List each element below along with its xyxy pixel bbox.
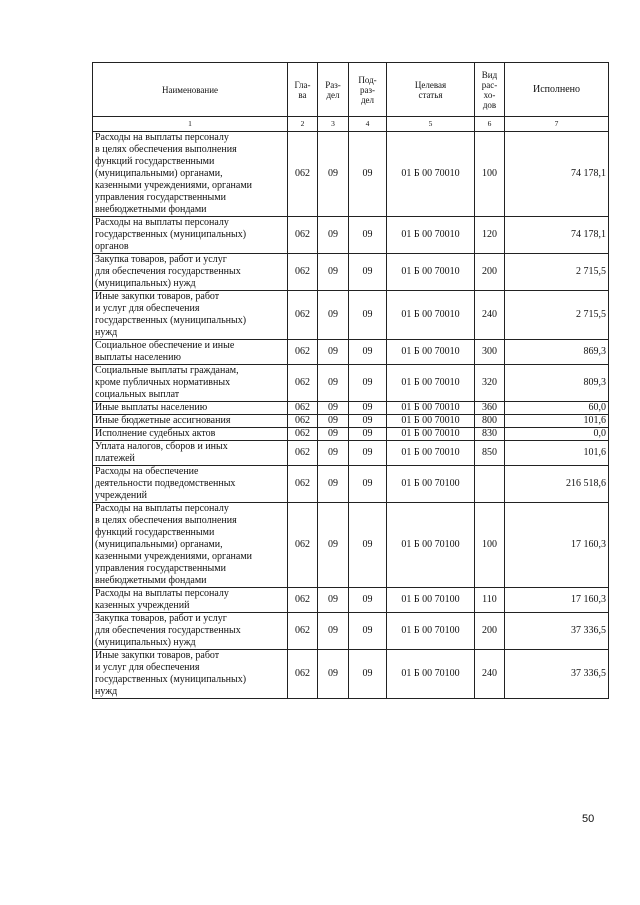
table-row xyxy=(93,415,609,428)
row-subsection-cell: 09 xyxy=(349,254,387,291)
row-chapter-cell: 062 xyxy=(288,503,318,588)
row-name-cell: Иные выплаты населению xyxy=(93,402,288,415)
table-row xyxy=(93,613,609,650)
row-chapter-cell: 062 xyxy=(288,291,318,340)
row-exp-type-cell: 320 xyxy=(475,365,505,402)
row-name-cell: Исполнение судебных актов xyxy=(93,428,288,441)
row-target-cell: 01 Б 00 70010 xyxy=(387,428,475,441)
row-exp-type-cell: 360 xyxy=(475,402,505,415)
row-target-cell: 01 Б 00 70100 xyxy=(387,503,475,588)
table-row xyxy=(93,340,609,365)
row-chapter-cell: 062 xyxy=(288,428,318,441)
header-row xyxy=(93,63,609,117)
row-executed-cell: 216 518,6 xyxy=(505,466,609,503)
row-section-cell: 09 xyxy=(318,132,349,217)
row-section-cell: 09 xyxy=(318,441,349,466)
row-executed-cell: 869,3 xyxy=(505,340,609,365)
column-number: 1 xyxy=(93,117,288,132)
table-row xyxy=(93,291,609,340)
row-subsection-cell: 09 xyxy=(349,428,387,441)
row-subsection-cell: 09 xyxy=(349,415,387,428)
table-row xyxy=(93,588,609,613)
row-section-cell: 09 xyxy=(318,340,349,365)
row-name-cell: Расходы на выплаты персоналу казенных учреждений xyxy=(93,588,288,613)
row-chapter-cell: 062 xyxy=(288,441,318,466)
row-subsection-cell: 09 xyxy=(349,365,387,402)
row-executed-cell: 37 336,5 xyxy=(505,650,609,699)
row-section-cell: 09 xyxy=(318,588,349,613)
row-executed-cell: 101,6 xyxy=(505,415,609,428)
table-row xyxy=(93,365,609,402)
row-section-cell: 09 xyxy=(318,428,349,441)
table-row xyxy=(93,132,609,217)
row-target-cell: 01 Б 00 70010 xyxy=(387,441,475,466)
table-row xyxy=(93,503,609,588)
row-subsection-cell: 09 xyxy=(349,402,387,415)
table-row xyxy=(93,428,609,441)
row-chapter-cell: 062 xyxy=(288,466,318,503)
row-name-cell: Закупка товаров, работ и услуг для обеспечения государственных (муниципальных) нужд xyxy=(93,254,288,291)
row-subsection-cell: 09 xyxy=(349,503,387,588)
row-target-cell: 01 Б 00 70010 xyxy=(387,402,475,415)
row-executed-cell: 74 178,1 xyxy=(505,132,609,217)
row-name-cell: Расходы на выплаты персоналу в целях обеспечения выполнения функций государственными (муниципальными) органами, казенными учреждениями, органами управления государственными внебюджетными фондами xyxy=(93,503,288,588)
row-executed-cell: 101,6 xyxy=(505,441,609,466)
row-exp-type-cell: 240 xyxy=(475,291,505,340)
row-target-cell: 01 Б 00 70100 xyxy=(387,650,475,699)
table-row xyxy=(93,254,609,291)
row-chapter-cell: 062 xyxy=(288,132,318,217)
row-subsection-cell: 09 xyxy=(349,441,387,466)
column-number: 3 xyxy=(318,117,349,132)
row-section-cell: 09 xyxy=(318,217,349,254)
row-name-cell: Расходы на выплаты персоналу государственных (муниципальных) органов xyxy=(93,217,288,254)
row-name-cell: Социальные выплаты гражданам, кроме публичных нормативных социальных выплат xyxy=(93,365,288,402)
row-target-cell: 01 Б 00 70010 xyxy=(387,291,475,340)
row-name-cell: Расходы на обеспечение деятельности подведомственных учреждений xyxy=(93,466,288,503)
row-target-cell: 01 Б 00 70100 xyxy=(387,588,475,613)
row-chapter-cell: 062 xyxy=(288,340,318,365)
column-number: 7 xyxy=(505,117,609,132)
row-section-cell: 09 xyxy=(318,466,349,503)
row-executed-cell: 809,3 xyxy=(505,365,609,402)
row-section-cell: 09 xyxy=(318,503,349,588)
row-name-cell: Закупка товаров, работ и услуг для обеспечения государственных (муниципальных) нужд xyxy=(93,613,288,650)
row-chapter-cell: 062 xyxy=(288,402,318,415)
column-number-row xyxy=(93,117,609,132)
table-row xyxy=(93,402,609,415)
budget-table xyxy=(92,62,609,699)
row-name-cell: Иные закупки товаров, работ и услуг для обеспечения государственных (муниципальных) нужд xyxy=(93,291,288,340)
row-target-cell: 01 Б 00 70010 xyxy=(387,254,475,291)
column-number: 2 xyxy=(288,117,318,132)
row-chapter-cell: 062 xyxy=(288,613,318,650)
row-exp-type-cell: 110 xyxy=(475,588,505,613)
row-section-cell: 09 xyxy=(318,365,349,402)
row-target-cell: 01 Б 00 70010 xyxy=(387,340,475,365)
row-exp-type-cell: 830 xyxy=(475,428,505,441)
row-section-cell: 09 xyxy=(318,291,349,340)
table-row xyxy=(93,217,609,254)
row-chapter-cell: 062 xyxy=(288,365,318,402)
row-target-cell: 01 Б 00 70100 xyxy=(387,466,475,503)
table-body xyxy=(93,132,609,699)
header-chapter: Гла- ва xyxy=(288,63,318,117)
header-name: Наименование xyxy=(93,63,288,117)
header-exp-type: Вид рас- хо- дов xyxy=(475,63,505,117)
header-target: Целевая статья xyxy=(387,63,475,117)
row-chapter-cell: 062 xyxy=(288,650,318,699)
row-chapter-cell: 062 xyxy=(288,254,318,291)
row-exp-type-cell: 200 xyxy=(475,254,505,291)
row-target-cell: 01 Б 00 70010 xyxy=(387,365,475,402)
row-name-cell: Иные закупки товаров, работ и услуг для обеспечения государственных (муниципальных) нужд xyxy=(93,650,288,699)
row-name-cell: Социальное обеспечение и иные выплаты населению xyxy=(93,340,288,365)
table-row xyxy=(93,650,609,699)
row-exp-type-cell: 850 xyxy=(475,441,505,466)
row-subsection-cell: 09 xyxy=(349,613,387,650)
row-executed-cell: 2 715,5 xyxy=(505,254,609,291)
row-subsection-cell: 09 xyxy=(349,650,387,699)
row-section-cell: 09 xyxy=(318,650,349,699)
row-target-cell: 01 Б 00 70100 xyxy=(387,613,475,650)
column-number: 4 xyxy=(349,117,387,132)
row-exp-type-cell: 240 xyxy=(475,650,505,699)
table-row xyxy=(93,466,609,503)
row-exp-type-cell: 300 xyxy=(475,340,505,365)
row-section-cell: 09 xyxy=(318,402,349,415)
row-executed-cell: 74 178,1 xyxy=(505,217,609,254)
row-executed-cell: 60,0 xyxy=(505,402,609,415)
column-number: 6 xyxy=(475,117,505,132)
row-executed-cell: 2 715,5 xyxy=(505,291,609,340)
row-executed-cell: 0,0 xyxy=(505,428,609,441)
row-chapter-cell: 062 xyxy=(288,217,318,254)
row-name-cell: Уплата налогов, сборов и иных платежей xyxy=(93,441,288,466)
row-exp-type-cell xyxy=(475,466,505,503)
header-section: Раз- дел xyxy=(318,63,349,117)
row-subsection-cell: 09 xyxy=(349,291,387,340)
row-target-cell: 01 Б 00 70010 xyxy=(387,132,475,217)
row-target-cell: 01 Б 00 70010 xyxy=(387,217,475,254)
row-section-cell: 09 xyxy=(318,254,349,291)
row-chapter-cell: 062 xyxy=(288,415,318,428)
header-executed: Исполнено xyxy=(505,63,609,117)
row-subsection-cell: 09 xyxy=(349,466,387,503)
row-subsection-cell: 09 xyxy=(349,132,387,217)
header-subsection: Под- раз- дел xyxy=(349,63,387,117)
row-subsection-cell: 09 xyxy=(349,588,387,613)
row-name-cell: Расходы на выплаты персоналу в целях обеспечения выполнения функций государственными (муниципальными) органами, казенными учреждениями, органами управления государственными внебюджетными фондами xyxy=(93,132,288,217)
row-executed-cell: 17 160,3 xyxy=(505,503,609,588)
row-exp-type-cell: 200 xyxy=(475,613,505,650)
row-subsection-cell: 09 xyxy=(349,340,387,365)
row-executed-cell: 37 336,5 xyxy=(505,613,609,650)
row-target-cell: 01 Б 00 70010 xyxy=(387,415,475,428)
row-exp-type-cell: 100 xyxy=(475,132,505,217)
page-number: 50 xyxy=(582,813,595,825)
row-section-cell: 09 xyxy=(318,613,349,650)
row-exp-type-cell: 120 xyxy=(475,217,505,254)
table-row xyxy=(93,441,609,466)
row-section-cell: 09 xyxy=(318,415,349,428)
column-number: 5 xyxy=(387,117,475,132)
row-subsection-cell: 09 xyxy=(349,217,387,254)
row-chapter-cell: 062 xyxy=(288,588,318,613)
row-executed-cell: 17 160,3 xyxy=(505,588,609,613)
row-exp-type-cell: 800 xyxy=(475,415,505,428)
row-exp-type-cell: 100 xyxy=(475,503,505,588)
row-name-cell: Иные бюджетные ассигнования xyxy=(93,415,288,428)
